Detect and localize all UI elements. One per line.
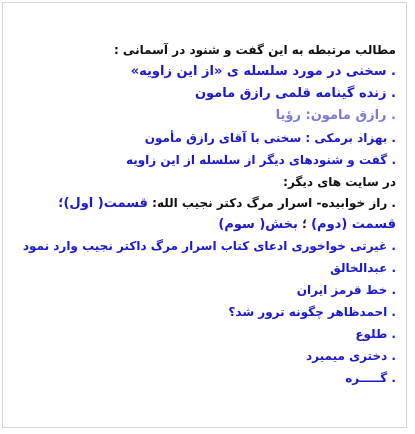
link-biography[interactable]: . زنده گینامه قلمی رازق مامون [194,86,396,101]
link-other-interviews[interactable]: . گفت و شنودهای دیگر از سلسله از این زاویه [125,153,396,167]
link-red-line-iran[interactable]: . خط قرمز ایران [296,283,396,297]
featured-lead: . راز خوابیده- اسرار مرگ دکتر نجیب الله: [152,196,396,210]
link-roya[interactable]: . رازق مامون: رؤیا [275,108,396,123]
link-ahmad-zahir[interactable]: . احمدظاهر چگونه ترور شد؟ [228,305,396,319]
link-part-two[interactable]: قسمت (دوم) [311,217,396,232]
link-behzad-interview[interactable]: . بهزاد برمکی : سخنی با آقای رازق مأمون [144,131,396,145]
link-part-one[interactable]: قسمت( اول)؛ [58,196,148,211]
link-dying-girl[interactable]: . دختری میمیرد [306,349,396,363]
link-series-intro[interactable]: . سخنی در مورد سلسله ی «از این زاویه» [130,64,396,79]
link-abdulkhaliq[interactable]: . عبدالخالق [330,261,396,275]
link-knot[interactable]: . گـــــره [345,371,396,385]
link-tolo[interactable]: . طلوع [355,327,396,341]
other-sites-heading: در سایت های دیگر: [283,175,396,189]
featured-separator: ؛ [302,217,307,231]
link-ghairati-claim[interactable]: . غیرتی خواخوری ادعای کتاب اسرار مرگ داکتر نجیب وارد نمود [22,239,396,253]
link-part-three[interactable]: بخش( سوم) [218,217,298,232]
section-heading: مطالب مرتبطه به این گفت و شنود در آسمانی : [113,43,396,57]
featured-article [11,193,396,235]
related-articles-section [11,39,396,389]
content-panel [2,2,407,428]
